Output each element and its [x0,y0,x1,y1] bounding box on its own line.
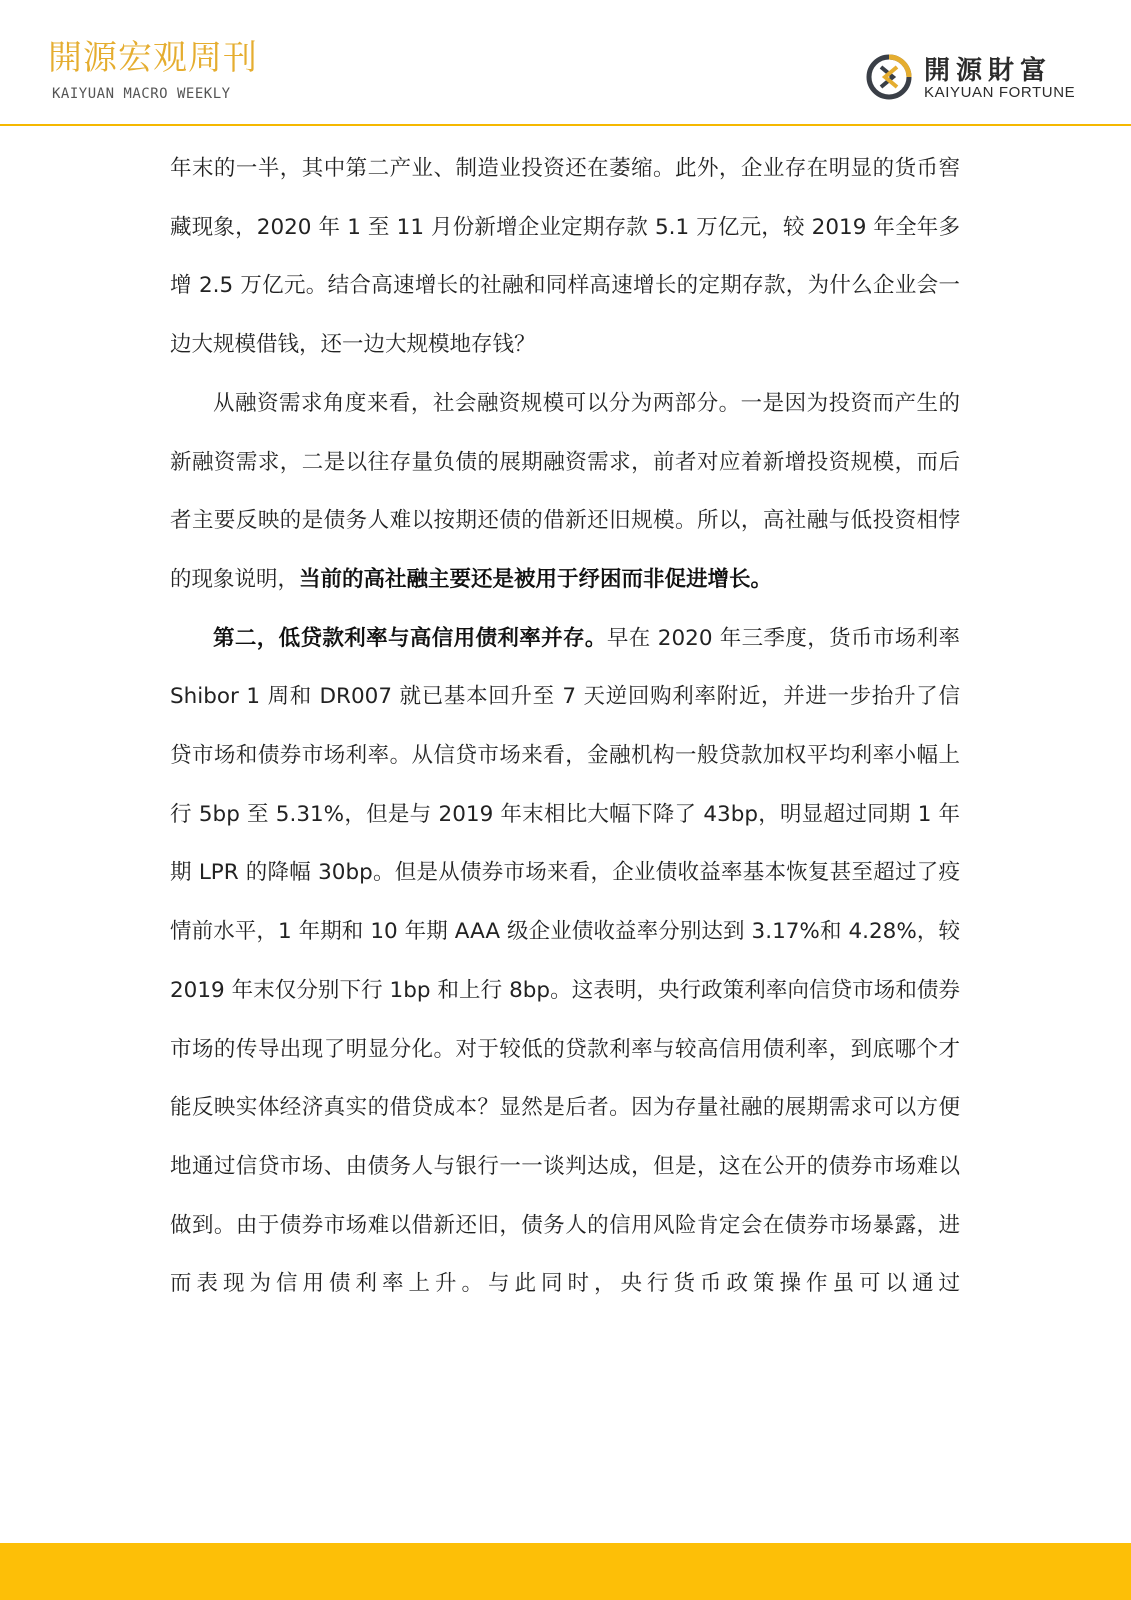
logo-english-text: KAIYUAN FORTUNE [924,84,1076,101]
paragraph-2-emphasis: 当前的高社融主要还是被用于纾困而非促进增长。 [299,566,773,592]
brand-title: 開源宏观周刊 [48,38,258,78]
paragraph-1: 年末的一半，其中第二产业、制造业投资还在萎缩。此外，企业存在明显的货币窖藏现象，2020 年 1 至 11 月份新增企业定期存款 5.1 万亿元，较 2019 年全年多增 2.5 万亿元。结合高速增长的社融和同样高速增长的定期存款，为什么企业会一边大规模借钱，还一边大规模地存钱？ [170,156,960,358]
article-body [170,140,960,1314]
kaiyuan-logo [864,50,1084,106]
brand-subtitle: KAIYUAN MACRO WEEKLY [52,86,231,102]
paragraph-2 [170,375,960,610]
paragraph-2-text: 从融资需求角度来看，社会融资规模可以分为两部分。一是因为投资而产生的新融资需求，二是以往存量负债的展期融资需求，前者对应着新增投资规模，而后者主要反映的是债务人难以按期还债的借新还旧规模。所以，高社融与低投资相悖的现象说明， [170,390,960,592]
paragraph-3-heading: 第二，低贷款利率与高信用债利率并存。 [213,625,607,651]
header-divider [0,124,1131,126]
kaiyuan-logo-icon [864,52,914,102]
paragraph-3-text: 早在 2020 年三季度，货币市场利率 Shibor 1 周和 DR007 就已基本回升至 7 天逆回购利率附近，并进一步抬升了信贷市场和债券市场利率。从信贷市场来看，金融机构一般贷款加权平均利率小幅上行 5bp 至 5.31%，但是与 2019 年末相比大幅下降了 43bp，明显超过同期 1 年期 LPR 的降幅 30bp。但是从债券市场来看，企业债收益率基本恢复甚至超过了疫情前水平，1 年期和 10 年期 AAA 级企业债收益率分别达到 3.17%和 4.28%，较 2019 年末仅分别下行 1bp 和上行 8bp。这表明，央行政策利率向信贷市场和债券市场的传导出现了明显分化。对于较低的贷款利率与较高信用债利率，到底哪个才能反映实体经济真实的借贷成本？显然是后者。因为存量社融的展期需求可以方便地通过信贷市场、由债务人与银行一一谈判达成，但是，这在公开的债券市场难以做到。由于债券市场难以借新还旧，债务人的信用风险肯定会在债券市场暴露，进而表现为信用债利率上升。与此同时，央行货币政策操作虽可以通过 [170,625,960,1297]
logo-chinese-text: 開源財富 [924,56,1053,86]
paragraph-3 [170,610,960,1314]
footer-bar [0,1543,1131,1600]
page-header [0,0,1131,128]
